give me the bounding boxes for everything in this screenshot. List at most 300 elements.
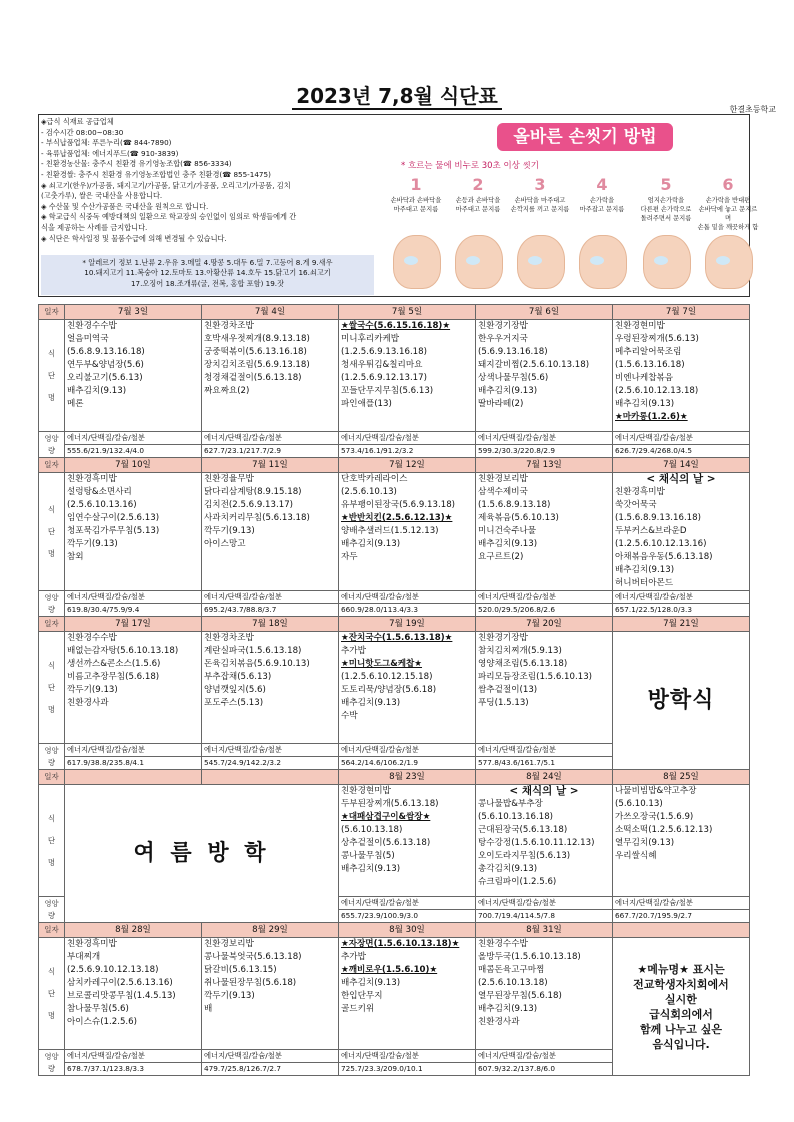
menu-row <box>39 320 750 432</box>
supplier-notes <box>41 117 377 244</box>
menu-item: 오리불고기(5.6.13) <box>67 373 143 383</box>
handwash-title: 올바른 손씻기 방법 <box>497 123 673 151</box>
menu-item: 배 <box>204 1004 213 1014</box>
menu-item: 단호박카레라이스 <box>341 474 408 484</box>
step-text <box>447 196 509 214</box>
nutrition-header: 에너지/단백질/칼슘/철분 <box>339 744 476 757</box>
menu-cell <box>65 473 202 591</box>
menu-item: (2.5.6.9.10.12.13.18) <box>67 965 159 975</box>
menu-item: (1.2.5.6.9.13.16.18) <box>341 347 427 357</box>
date-cell: 8월 23일 <box>339 770 476 785</box>
menu-label-char: 명 <box>47 857 56 867</box>
menu-item: 한입단무지 <box>341 991 383 1001</box>
nutrition-value: 678.7/37.1/123.8/3.3 <box>65 1063 202 1076</box>
note-line: ◈ 학교급식 식중독 예방대책의 일환으로 학교장의 승인없이 임의로 학생들에게 간 <box>41 212 297 222</box>
menu-item: 친환경흑미밥 <box>67 939 117 949</box>
menu-item: 한우우거지국 <box>478 334 528 344</box>
menu-item: 친환경사과 <box>478 1017 520 1027</box>
menu-item: 친환경수수밥 <box>67 321 117 331</box>
allergy-info <box>41 255 374 295</box>
menu-cell <box>339 320 476 432</box>
nutrition-header: 에너지/단백질/칼슘/철분 <box>65 432 202 445</box>
menu-item: 친환경수수밥 <box>478 939 528 949</box>
step-line: 마주대고 문지름 <box>393 206 439 213</box>
menu-label-char: 단 <box>47 682 56 692</box>
step-number: 4 <box>596 175 608 194</box>
step-number: 6 <box>722 175 734 194</box>
nutrition-header: 에너지/단백질/칼슘/철분 <box>476 1050 613 1063</box>
nutrition-value: 655.7/23.9/100.9/3.0 <box>339 910 476 923</box>
nutrition-label <box>39 897 65 923</box>
date-cell: 7월 14일 <box>613 458 750 473</box>
date-cell: 8월 25일 <box>613 770 750 785</box>
menu-item: 돼지갈비찜(2.5.6.10.13.18) <box>478 360 590 370</box>
menu-item: 청포묵김가루무침(5.13) <box>67 526 160 536</box>
hand-illustration <box>455 235 503 289</box>
nutrition-label <box>39 432 65 458</box>
menu-label-char: 명 <box>47 1010 56 1020</box>
nutrition-value: 479.7/25.8/126.7/2.7 <box>202 1063 339 1076</box>
date-cell: 7월 17일 <box>65 617 202 632</box>
menu-row <box>39 632 750 744</box>
handwash-step <box>635 175 697 223</box>
menu-item: 수박 <box>341 711 358 721</box>
nutrition-header-row <box>39 432 750 445</box>
menu-item: ★미니핫도그&케찹★ <box>341 659 423 669</box>
step-number: 1 <box>410 175 422 194</box>
menu-row <box>39 785 750 897</box>
nutrition-label-part: 영양 <box>44 433 59 443</box>
nutrition-value: 657.1/22.5/128.0/3.3 <box>613 604 750 617</box>
menu-item: 총각김치(9.13) <box>478 864 538 874</box>
date-cell <box>613 923 750 938</box>
menu-item: 짜요짜요(2) <box>204 386 250 396</box>
menu-cell <box>339 785 476 897</box>
date-cell: 8월 31일 <box>476 923 613 938</box>
menu-item: 두부커스&브라운D <box>615 526 687 536</box>
nutrition-value: 607.9/32.2/137.8/6.0 <box>476 1063 613 1076</box>
summer-break-label: 여 름 방 학 <box>65 785 339 923</box>
menu-item: (1.5.6.13.16.18) <box>615 360 685 370</box>
menu-label-char: 단 <box>47 526 56 536</box>
menu-item: 친환경차조밥 <box>204 633 254 643</box>
step-line: 손깍지를 끼고 문지름 <box>510 206 570 213</box>
step-text <box>385 196 447 214</box>
date-cell: 7월 6일 <box>476 305 613 320</box>
menu-cell <box>202 320 339 432</box>
menu-item: 취나물된장무침(5.6.18) <box>204 978 297 988</box>
menu-item: 비엔나케찹볶음 <box>615 373 674 383</box>
menu-item: 양배추샐러드(1.5.12.13) <box>341 526 439 536</box>
menu-item: (5.6.10.13.18) <box>341 825 403 835</box>
menu-item: 청새우튀김&칠리마요 <box>341 360 423 370</box>
hand-illustration <box>705 235 753 289</box>
menu-cell <box>202 938 339 1050</box>
nutrition-label-part: 량 <box>47 910 56 920</box>
date-cell: 7월 20일 <box>476 617 613 632</box>
menu-cell <box>65 938 202 1050</box>
menu-item: 메론 <box>67 399 84 409</box>
date-cell: 8월 24일 <box>476 770 613 785</box>
menu-item: 친환경보리밥 <box>478 474 528 484</box>
nutrition-value: 564.2/14.6/106.2/1.9 <box>339 757 476 770</box>
menu-item: 추가밥 <box>341 646 366 656</box>
menu-item: ★쌀국수(5.6.15.16.18)★ <box>341 321 451 331</box>
menu-label <box>39 938 65 1050</box>
menu-item: 소떡소떡(1.2.5.6.12.13) <box>615 825 713 835</box>
step-line: 손톱 밑을 깨끗하게 함 <box>697 224 759 231</box>
day-label: 일자 <box>39 923 65 938</box>
menu-item: 친환경수수밥 <box>67 633 117 643</box>
step-text <box>697 196 759 232</box>
date-header-row <box>39 458 750 473</box>
step-line: 손등과 손바닥을 <box>455 197 501 204</box>
date-cell: 7월 11일 <box>202 458 339 473</box>
note-line: 식을 제공하는 사례를 금지합니다. <box>41 222 148 232</box>
date-cell: 7월 19일 <box>339 617 476 632</box>
nutrition-value: 520.0/29.5/206.8/2.6 <box>476 604 613 617</box>
date-cell: 7월 12일 <box>339 458 476 473</box>
menu-item: (5.6.10.13) <box>615 799 663 809</box>
nutrition-label-part: 영양 <box>44 1051 59 1061</box>
menu-item: 미니건숙주나물 <box>478 526 537 536</box>
menu-label <box>39 785 65 897</box>
footnote-line: ★메뉴명★ 표시는 <box>637 962 725 976</box>
date-cell: 8월 30일 <box>339 923 476 938</box>
menu-item: 콩나물무침(5) <box>341 851 395 861</box>
nutrition-value: 627.7/23.1/217.7/2.9 <box>202 445 339 458</box>
menu-item: 배추김치(9.13) <box>478 386 538 396</box>
handwash-step <box>509 175 571 214</box>
menu-item: (1.5.6.8.9.13.18) <box>478 500 551 510</box>
menu-label-char: 식 <box>47 813 56 823</box>
allergy-line: * 알레르기 정보 1.난류 2.우유 3.메밀 4.땅콩 5.대두 6.밀 7.고등어 8.게 9.새우 <box>82 258 333 267</box>
menu-item: (5.6.10.13.16.18) <box>478 812 554 822</box>
menu-label-char: 식 <box>47 966 56 976</box>
menu-cell <box>476 785 613 897</box>
nutrition-label <box>39 1050 65 1076</box>
menu-label <box>39 320 65 432</box>
nutrition-header: 에너지/단백질/칼슘/철분 <box>339 1050 476 1063</box>
date-header-row <box>39 305 750 320</box>
footnote-line: 전교학생자치회에서 <box>633 977 729 991</box>
nutrition-value: 660.9/28.0/113.4/3.3 <box>339 604 476 617</box>
footnote-cell <box>613 938 750 1076</box>
menu-item: 생선까스&콘소스(1.5.6) <box>67 659 161 669</box>
allergy-line: 17.오징어 18.조개류(굴, 전복, 홍합 포함) 19.잣 <box>130 278 285 288</box>
date-header-row <box>39 770 750 785</box>
menu-label <box>39 473 65 591</box>
note-line: ◈ 수산물 및 수산가공품은 국내산을 원칙으로 합니다. <box>41 201 209 211</box>
step-number: 3 <box>534 175 546 194</box>
menu-item: ★반반치킨(2.5.6.12.13)★ <box>341 513 453 523</box>
menu-item: 제육볶음(5.6.10.13) <box>478 513 559 523</box>
handwash-guide <box>379 117 759 295</box>
step-line: 손바닥을 마주대고 <box>514 197 566 204</box>
hand-illustration <box>517 235 565 289</box>
menu-item: 골드키위 <box>341 1004 375 1014</box>
menu-cell <box>476 632 613 744</box>
note-line: - 부식납품업체: 푸른누리(☎ 844-7890) <box>41 138 172 148</box>
menu-item: 열무된장무침(5.6.18) <box>478 991 562 1001</box>
menu-item: 삼색수제비국 <box>478 487 528 497</box>
nutrition-header: 에너지/단백질/칼슘/철분 <box>613 432 750 445</box>
menu-cell <box>339 473 476 591</box>
date-cell: 7월 3일 <box>65 305 202 320</box>
nutrition-label <box>39 744 65 770</box>
menu-item: 올방두국(1.5.6.10.13.18) <box>478 952 581 962</box>
menu-item: 설렁탕&소면사리 <box>67 487 132 497</box>
menu-item: 친환경현미밥 <box>615 321 665 331</box>
menu-item: 장치김치조림(5.6.9.13.18) <box>204 360 310 370</box>
day-label: 일자 <box>39 617 65 632</box>
nutrition-value: 626.7/29.4/268.0/4.5 <box>613 445 750 458</box>
menu-item: 파인애플(13) <box>341 399 392 409</box>
menu-item: 배추김치(9.13) <box>341 539 401 549</box>
note-line: ◈ 식단은 학사일정 및 물품수급에 의해 변경될 수 있습니다. <box>41 233 227 243</box>
day-label: 일자 <box>39 458 65 473</box>
nutrition-header: 에너지/단백질/칼슘/철분 <box>202 591 339 604</box>
menu-item: 꼬들단무지무침(5.6.13) <box>341 386 434 396</box>
menu-label-char: 식 <box>47 504 56 514</box>
menu-cell <box>476 473 613 591</box>
date-cell: 7월 4일 <box>202 305 339 320</box>
menu-item: 궁중떡볶이(5.6.13.16.18) <box>204 347 307 357</box>
menu-item: < 채식의 날 > <box>646 473 716 485</box>
school-name: 한결초등학교 <box>729 105 776 114</box>
handwash-step <box>447 175 509 214</box>
handwash-subtitle: * 흐르는 물에 비누로 30초 이상 씻기 <box>401 161 540 171</box>
menu-item: 상색나물무침(5.6) <box>478 373 549 383</box>
menu-item: (5.6.9.13.16.18) <box>478 347 548 357</box>
menu-item: 얼음미역국 <box>67 334 109 344</box>
menu-item: 미니후리카케밥 <box>341 334 400 344</box>
date-header-row <box>39 617 750 632</box>
nutrition-header: 에너지/단백질/칼슘/철분 <box>476 897 613 910</box>
menu-item: ★잔치국수(1.5.6.13.18)★ <box>341 633 453 643</box>
step-line: 손바닥과 손바닥을 <box>390 197 442 204</box>
menu-item: 친환경현미밥 <box>341 786 391 796</box>
menu-item: 닭갈비(5.6.13.15) <box>204 965 277 975</box>
menu-item: 깍두기(9.13) <box>204 991 255 1001</box>
menu-item: 배추김치(9.13) <box>478 539 538 549</box>
menu-item: 상추겉절이(5.6.13.18) <box>341 838 431 848</box>
menu-item: 배추김치(9.13) <box>615 399 675 409</box>
date-cell: 7월 18일 <box>202 617 339 632</box>
menu-item: (1.5.6.8.9.13.16.18) <box>615 513 701 523</box>
menu-item: 친환경율무밥 <box>204 474 254 484</box>
menu-item: 친환경기장밥 <box>478 321 528 331</box>
step-text <box>635 196 697 223</box>
menu-item: 브로콜리맛콩무침(1.4.5.13) <box>67 991 176 1001</box>
nutrition-label-part: 량 <box>47 445 56 455</box>
menu-item: 유부팽이된장국(5.6.9.13.18) <box>341 500 456 510</box>
menu-cell <box>65 320 202 432</box>
menu-label-char: 단 <box>47 370 56 380</box>
nutrition-value: 617.9/38.8/235.8/4.1 <box>65 757 202 770</box>
menu-item: 임연수살구이(2.5.6.13) <box>67 513 160 523</box>
nutrition-label-part: 량 <box>47 1063 56 1073</box>
menu-item: 친환경흑미밥 <box>67 474 117 484</box>
menu-label-char: 식 <box>47 348 56 358</box>
menu-item: 딸바라떼(2) <box>478 399 524 409</box>
menu-item: 친환경흑미밥 <box>615 487 665 497</box>
step-line: 마주대고 문지름 <box>455 206 501 213</box>
note-line: - 친환경쌀: 충주시 친환경 유기영농조합법인 충주 친환경(☎ 855-1475) <box>41 169 271 179</box>
nutrition-value: 573.4/16.1/91.2/3.2 <box>339 445 476 458</box>
note-line: - 친환경농산물: 충주시 친환경 유기영농조합(☎ 856-3334) <box>41 159 232 169</box>
menu-item: 호박새우젓찌개(8.9.13.18) <box>204 334 310 344</box>
nutrition-value-row <box>39 445 750 458</box>
step-number: 5 <box>660 175 672 194</box>
menu-label-char: 식 <box>47 660 56 670</box>
menu-item: 참외 <box>67 552 84 562</box>
menu-label-char: 명 <box>47 704 56 714</box>
menu-item: 사과치커리무침(5.6.13.18) <box>204 513 310 523</box>
menu-item: 계란실파국(1.5.6.13.18) <box>204 646 302 656</box>
step-line: 손가락을 <box>589 197 615 204</box>
day-label: 일자 <box>39 770 65 785</box>
menu-item: 가쓰오장국(1.5.6.9) <box>615 812 694 822</box>
menu-item: ★마카롱(1.2.6)★ <box>615 412 688 422</box>
menu-item: (1.2.5.6.10.12.15.18) <box>341 672 433 682</box>
menu-label <box>39 632 65 744</box>
nutrition-value-row <box>39 604 750 617</box>
hand-illustration <box>643 235 691 289</box>
menu-item: 닭다리삼계탕(8.9.15.18) <box>204 487 302 497</box>
nutrition-header-row <box>39 591 750 604</box>
menu-item: 친환경차조밥 <box>204 321 254 331</box>
menu-item: 부대찌개 <box>67 952 101 962</box>
menu-item: 푸딩(1.5.13) <box>478 698 529 708</box>
menu-item: (5.6.8.9.13.16.18) <box>67 347 145 357</box>
hand-illustration <box>579 235 627 289</box>
menu-item: 콩나물북엇국(5.6.13.18) <box>204 952 302 962</box>
nutrition-header: 에너지/단백질/칼슘/철분 <box>65 1050 202 1063</box>
footnote-line: 음식입니다. <box>652 1037 710 1051</box>
date-cell: 7월 21일 <box>613 617 750 632</box>
date-cell <box>202 770 339 785</box>
menu-item: 아이스망고 <box>204 539 246 549</box>
note-line: - 검수시간 08:00~08:30 <box>41 127 124 137</box>
menu-item: 부추잡채(5.6.13) <box>204 672 272 682</box>
menu-cell <box>476 938 613 1050</box>
menu-item: 양념깻잎지(5.6) <box>204 685 266 695</box>
menu-item: 김치전(2.5.6.9.13.17) <box>204 500 294 510</box>
footnote-line: 급식회의에서 <box>649 1007 713 1021</box>
menu-item: 연두부&양념장(5.6) <box>67 360 144 370</box>
menu-item: 참나물무침(5.6) <box>67 1004 129 1014</box>
menu-cell <box>476 320 613 432</box>
menu-row <box>39 473 750 591</box>
note-line: ◈급식 식재료 공급업체 <box>41 117 114 126</box>
nutrition-label-part: 영양 <box>44 745 59 755</box>
menu-item: 요구르트(2) <box>478 552 524 562</box>
allergy-line: 10.돼지고기 11.복숭아 12.토마토 13.아황산류 14.호두 15.닭고기 16.쇠고기 <box>84 268 331 278</box>
menu-item: < 채식의 날 > <box>509 785 579 797</box>
handwash-step <box>571 175 633 214</box>
nutrition-label <box>39 591 65 617</box>
menu-item: 배추김치(9.13) <box>478 1004 538 1014</box>
nutrition-header: 에너지/단백질/칼슘/철분 <box>476 744 613 757</box>
note-line: ◈ 쇠고기(한우)/가공품, 돼지고기/가공품, 닭고기/가공품, 오리고기/가공품, 김치 <box>41 180 291 190</box>
menu-item: ★대패삼겹구이&쌈장★ <box>341 812 431 822</box>
nutrition-header: 에너지/단백질/칼슘/철분 <box>613 897 750 910</box>
menu-item: 나물비빔밥&약고추장 <box>615 786 697 796</box>
menu-item: 친환경사과 <box>67 698 109 708</box>
menu-item: 삼치카레구이(2.5.6.13.16) <box>67 978 173 988</box>
step-text <box>571 196 633 214</box>
step-text <box>509 196 571 214</box>
menu-item: 우리쌀식혜 <box>615 851 657 861</box>
menu-item: 열무김치(9.13) <box>615 838 675 848</box>
date-cell: 7월 10일 <box>65 458 202 473</box>
nutrition-header: 에너지/단백질/칼슘/철분 <box>65 744 202 757</box>
menu-cell <box>339 632 476 744</box>
menu-item: 영양채조림(5.6.13.18) <box>478 659 568 669</box>
menu-item: 아채볶음우동(5.6.13.18) <box>615 552 713 562</box>
date-cell: 7월 5일 <box>339 305 476 320</box>
date-header-row <box>39 923 750 938</box>
menu-label-char: 명 <box>47 548 56 558</box>
menu-item: 자두 <box>341 552 358 562</box>
menu-item: 근대된장국(5.6.13.18) <box>478 825 568 835</box>
nutrition-value: 545.7/24.9/142.2/3.2 <box>202 757 339 770</box>
menu-item: 도토리묵/양념장(5.6.18) <box>341 685 437 695</box>
menu-cell <box>202 473 339 591</box>
menu-item: 배추김치(9.13) <box>341 698 401 708</box>
nutrition-header: 에너지/단백질/칼슘/철분 <box>476 432 613 445</box>
nutrition-header: 에너지/단백질/칼슘/철분 <box>202 432 339 445</box>
menu-item: 우렁된장찌개(5.6.13) <box>615 334 699 344</box>
menu-item: (1.2.5.6.10.12.13.16) <box>615 539 707 549</box>
menu-item: ★자장면(1.5.6.10.13.18)★ <box>341 939 460 949</box>
menu-item: 깍두기(9.13) <box>67 685 118 695</box>
menu-item: 허니버터아몬드 <box>615 578 674 588</box>
step-line: 돌려주면서 문지름 <box>640 215 692 222</box>
nutrition-header: 에너지/단백질/칼슘/철분 <box>65 591 202 604</box>
note-line: (고춧가루), 쌀은 국내산을 사용합니다. <box>41 191 163 201</box>
menu-item: 배추김치(9.13) <box>615 565 675 575</box>
nutrition-value: 695.2/43.7/88.8/3.7 <box>202 604 339 617</box>
nutrition-label-part: 량 <box>47 604 56 614</box>
menu-item: 포도주스(5.13) <box>204 698 264 708</box>
nutrition-header: 에너지/단백질/칼슘/철분 <box>339 897 476 910</box>
menu-item: (2.5.6.10.12.13.18) <box>615 386 699 396</box>
menu-cell <box>613 473 750 591</box>
closing-ceremony-label: 방학식 <box>613 632 750 770</box>
date-cell: 7월 7일 <box>613 305 750 320</box>
menu-item: 파리모듬장조림(1.5.6.10.13) <box>478 672 593 682</box>
menu-item: 친환경기장밥 <box>478 633 528 643</box>
menu-item: 비름고추장무침(5.6.18) <box>67 672 160 682</box>
day-label: 일자 <box>39 305 65 320</box>
menu-item: ★깨비로우(1.5.6.10)★ <box>341 965 438 975</box>
step-line: 손바닥에 놓고 문지르며 <box>698 206 758 222</box>
step-line: 손가락을 반대편 <box>705 197 751 204</box>
menu-item: 쌈추겉절이(13) <box>478 685 538 695</box>
hand-illustration <box>393 235 441 289</box>
menu-item: 배추김치(9.13) <box>341 864 401 874</box>
nutrition-header: 에너지/단백질/칼슘/철분 <box>202 744 339 757</box>
menu-item: 배추김치(9.13) <box>67 386 127 396</box>
handwash-step <box>697 175 759 232</box>
menu-item: 배추김치(9.13) <box>341 978 401 988</box>
menu-cell <box>65 632 202 744</box>
menu-row <box>39 938 750 1050</box>
menu-item: (2.5.6.10.13.16) <box>67 500 137 510</box>
menu-item: 매콤돈육고구마찜 <box>478 965 545 975</box>
